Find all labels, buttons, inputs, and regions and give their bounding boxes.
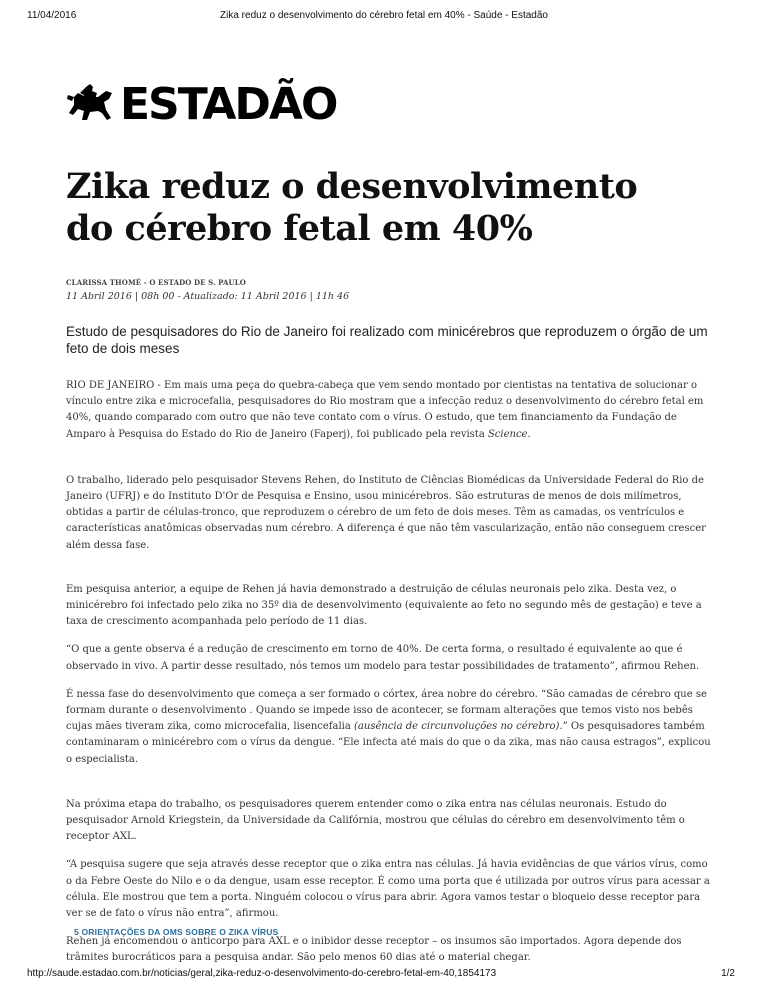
- journal-name: Science: [487, 428, 528, 440]
- horse-rider-icon: [66, 83, 116, 127]
- article-title: Zika reduz o desenvolvimento do cérebro fetal em 40%: [66, 166, 638, 249]
- article-lead: Estudo de pesquisadores do Rio de Janeiro foi realizado com minicérebros que reproduzem o órgão de um feto de dois meses: [66, 324, 708, 356]
- paragraph-2: O trabalho, liderado pelo pesquisador Stevens Rehen, do Instituto de Ciências Biomédicas da Universidade Federal do Rio de Janeiro (UFRJ) e do Instituto D'Or de Pesquisa e Ensino, usou minicérebros. São estruturas de menos de dois milímetros, obtidas a partir de células-tronco, que reproduzem o cérebro de um feto de dois meses. Têm as camadas, os ventrículos e características anatômicas observadas num cérebro. A diferença é que não têm vascularização, então não conseguem crescer além dessa fase.: [66, 474, 706, 551]
- italic-note: (ausência de circunvoluções no cérebro): [354, 721, 560, 733]
- article-dateline: 11 Abril 2016 | 08h 00 - Atualizado: 11 Abril 2016 | 11h 46: [66, 291, 350, 302]
- article-byline: CLARISSA THOMÉ - O ESTADO DE S. PAULO: [66, 278, 246, 287]
- logo-wordmark: ESTADÃO: [120, 79, 337, 130]
- print-footer: [0, 968, 768, 982]
- paragraph-4: “O que a gente observa é a redução de crescimento em torno de 40%. De certa forma, o resultado é equivalente ao que é observado in vivo. A partir desse resultado, nós temos um modelo para testar possibilidades de tratamento”, afirmou Rehen.: [66, 644, 700, 672]
- paragraph-5: É nessa fase do desenvolvimento que começa a ser formado o córtex, área nobre do cérebro. “São camadas de cérebro que se formam durante o desenvolvimento . Quando se impede isso de acontecer, se formam alterações que temos visto nos bebês cujas mães tiveram zika, como microcefalia, lisencefalia (ausência de circunvoluções no cérebro).” Os pesquisadores também contaminaram o minicérebro com o vírus da dengue. “Ele infecta até mais do que o da zika, mas não causa estragos”, explicou o especialista.: [66, 688, 711, 765]
- estadao-logo[interactable]: [66, 79, 337, 130]
- paragraph-1: RIO DE JANEIRO - Em mais uma peça do quebra-cabeça que vem sendo montado por cientistas na tentativa de solucionar o vínculo entre zika e microcefalia, pesquisadores do Rio mostram que a infecção reduz o desenvolvimento do cérebro fetal em 40%, quando comparado com outro que não teve contato com o vírus. O estudo, que tem financiamento da Fundação de Amparo à Pesquisa do Estado do Rio de Janeiro (Faperj), foi publicado pela revista Science.: [66, 380, 704, 440]
- print-url: http://saude.estadao.com.br/noticias/geral,zika-reduz-o-desenvolvimento-do-cerebro-fetal-em-40,1854173: [27, 968, 497, 979]
- page-number: 1/2: [721, 968, 735, 979]
- paragraph-7: “A pesquisa sugere que seja através desse receptor que o zika entra nas células. Já havia evidências de que vários vírus, como o da Febre Oeste do Nilo e o da dengue, usam esse receptor. É como uma porta que é utilizada por outros vírus para acessar a célula. Ele mostrou que tem a porta. Ninguém colocou o vírus para abrir. Agora vamos testar o bloqueio desse receptor para ver se de fato o vírus não entra”, afirmou.: [66, 859, 710, 920]
- paragraph-3: Em pesquisa anterior, a equipe de Rehen já havia demonstrado a destruição de células neuronais pelo zika. Desta vez, o minicérebro foi infectado pelo zika no 35º dia de desenvolvimento (equivalente ao feto no segundo mês de gestação) e teve a taxa de crescimento acompanhada pelo período de 11 dias.: [66, 583, 702, 628]
- print-header: [0, 6, 768, 22]
- print-date: 11/04/2016: [27, 10, 77, 21]
- related-link-oms[interactable]: 5 ORIENTAÇÕES DA OMS SOBRE O ZIKA VÍRUS: [74, 927, 279, 937]
- print-page-title: Zika reduz o desenvolvimento do cérebro fetal em 40% - Saúde - Estadão: [220, 10, 548, 21]
- paragraph-8: Rehen já encomendou o anticorpo para AXL e o inibidor desse receptor – os insumos são importados. Agora depende dos trâmites burocráticos para a pesquisa andar. São pelo menos 60 dias até o material chegar.: [66, 936, 682, 964]
- paragraph-6: Na próxima etapa do trabalho, os pesquisadores querem entender como o zika entra nas células neuronais. Estudo do pesquisador Arnold Kriegstein, da Universidade da Califórnia, mostrou que células do cérebro em desenvolvimento têm o receptor AXL.: [66, 798, 685, 843]
- article-body: [66, 378, 716, 967]
